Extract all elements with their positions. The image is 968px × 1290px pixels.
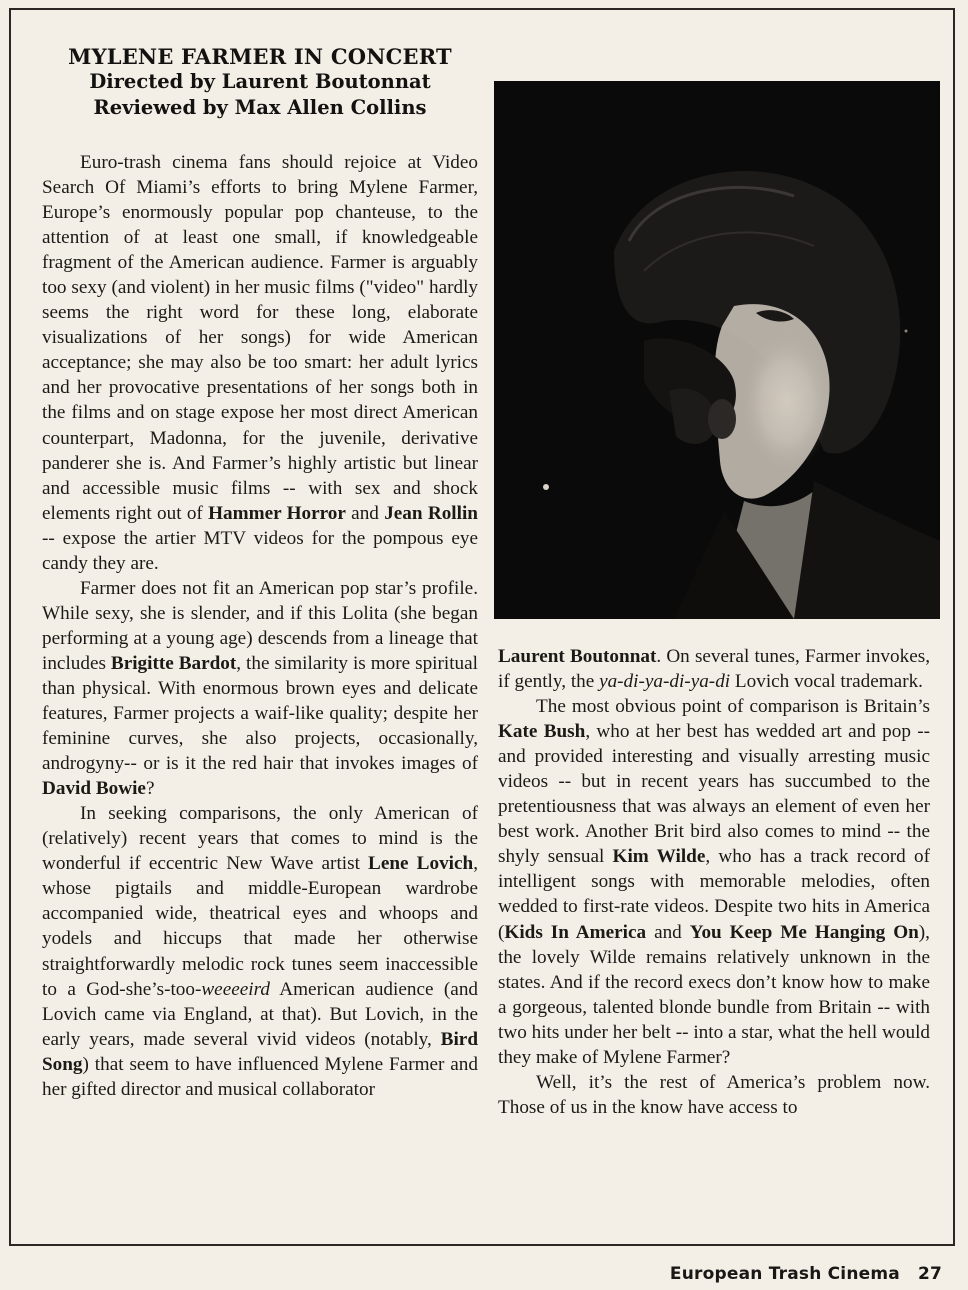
reviewer-credit: Reviewed by Max Allen Collins [93,96,427,119]
paragraph: Laurent Boutonnat. On several tunes, Farmer invokes, if gently, the ya-di-ya-di-ya-di Lovich vocal trademark. [498,646,930,693]
magazine-name: European Trash Cinema [669,1264,900,1284]
artist-reference: Kate Bush [498,721,586,743]
artist-reference: Brigitte Bardot [110,652,237,674]
artist-reference: Kim Wilde [612,846,706,868]
right-column [498,644,930,1120]
paragraph: Well, it’s the rest of America’s problem now. Those of us in the know have access to [498,1071,930,1118]
paragraph: In seeking comparisons, the only American of (relatively) recent years that comes to mind is the wonderful if eccentric New Wave artist Lene Lovich, whose pigtails and middle-European wardrobe accompanied wide, theatrical eyes and whoops and yodels and hiccups that made her otherwise straightforwardly melodic rock tunes seem inaccessible to a God-she’s-too-weeeeird American audience (and Lovich came via England, at that). But Lovich, in the early years, made several vivid videos (notably, Bird Song) that seem to have influenced Mylene Farmer and her gifted director and musical collaborator [42,803,479,1100]
paragraph: Euro-trash cinema fans should rejoice at Video Search Of Miami’s efforts to bring Mylene Farmer, Europe’s enormously popular pop chanteuse, to the attention of at least one small, if knowledgeable fragment of the American audience. Farmer is arguably too sexy (and violent) in her music films ("video" hardly seems the right word for these long, elaborate visualizations of her songs) for wide American acceptance; she may also be too smart: her adult lyrics and her provocative presentations of her songs both in the films and on stage expose her most direct American counterpart, Madonna, for the juvenile, derivative panderer she is. And Farmer’s highly artistic but linear and accessible music films -- with sex and shock elements right out of Hammer Horror and Jean Rollin -- expose the artier MTV videos for the pompous eye candy they are. [42,152,478,574]
performer-photo [494,81,940,619]
director-credit: Directed by Laurent Boutonnat [89,70,431,93]
article-title: MYLENE FARMER IN CONCERT [68,44,452,69]
left-column [42,150,478,1102]
performer-photo-icon [494,81,940,619]
director-reference: Laurent Boutonnat [498,646,657,667]
artist-reference: Lene Lovich [368,853,474,875]
emphasis: ya-di-ya-di-ya-di [599,671,731,693]
paragraph: Farmer does not fit an American pop star’s profile. While sexy, she is slender, and if this Lolita (she began performing at a young age) descends from a lineage that includes Brigitte Bardot, the similarity is more spiritual than physical. With enormous brown eyes and delicate features, Farmer projects a waif-like quality; despite her feminine curves, she also projects, occasionally, androgyny-- or is it the red hair that invokes images of David Bowie? [42,577,478,800]
film-reference: Hammer Horror [208,502,346,524]
emphasis: weeeeird [201,978,270,1000]
paragraph: The most obvious point of comparison is Britain’s Kate Bush, who at her best has wedded art and pop -- and provided interesting and visually arresting music videos -- but in recent years has succumbed to the pretentiousness that was always an element of even her best work. Another Brit bird also comes to mind -- the shyly sensual Kim Wilde, who has a track record of intelligent songs with memorable melodies, often wedded to first-rate videos. Despite two hits in America (Kids In America and You Keep Me Hanging On), the lovely Wilde remains relatively unknown in the states. And if the record execs don’t know how to make a gorgeous, talented blonde bundle from Britain -- with two hits under her belt -- into a star, what the hell would they make of Mylene Farmer? [498,696,930,1068]
page-footer [670,1264,942,1284]
song-reference: Kids In America [504,921,647,943]
article-header [48,44,472,121]
director-reference: Jean Rollin [384,502,478,524]
song-reference: Bird Song [42,1028,478,1075]
artist-reference: David Bowie [42,778,146,800]
page-number: 27 [917,1264,942,1284]
song-reference: You Keep Me Hanging On [689,921,919,943]
